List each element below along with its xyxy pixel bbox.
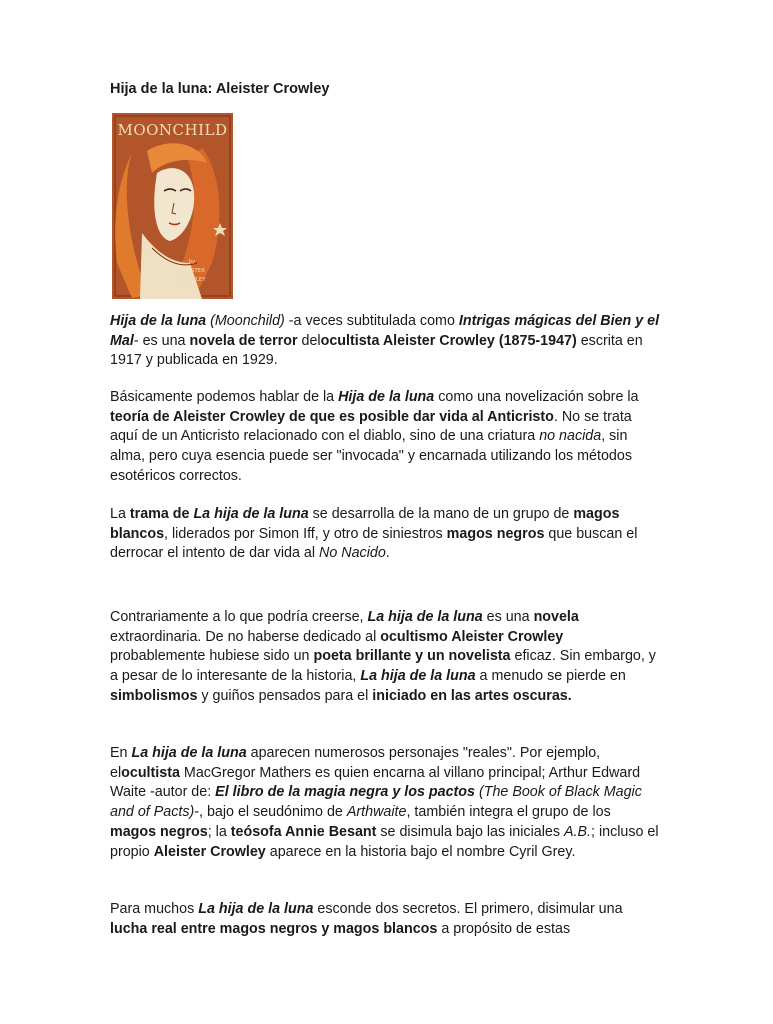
paragraph-anticristo (110, 388, 660, 487)
text-run: simbolismos (110, 687, 198, 704)
text-run: (The Book of Black Magic and of Pacts) (110, 784, 642, 821)
book-cover-image (112, 113, 233, 299)
text-run: se desarrolla de la mano de un grupo de (308, 506, 574, 522)
text-run: Aleister Crowley (153, 843, 266, 860)
text-run: Intrigas mágicas del Bien y el Mal (110, 313, 660, 349)
text-run: ; incluso el propio (110, 823, 659, 860)
text-run: La hija de la luna (193, 506, 309, 522)
text-run: Contrariamente a lo que podría creerse, (110, 609, 368, 625)
text-run: Básicamente podemos hablar de la (110, 389, 339, 405)
text-run: a menudo se pierde en (475, 668, 626, 685)
text-run: aparecen numerosos personajes "reales". Por ejemplo, el (110, 745, 601, 781)
text-run: ocultismo Aleister Crowley (380, 628, 564, 645)
text-run: y guiños pensados para el (197, 687, 373, 704)
text-run: El libro de la magia negra y los pactos (215, 784, 475, 801)
text-run: del (297, 332, 321, 349)
text-run: MacGregor Mathers es quien encarna al villano principal; Arthur Edward Waite -autor de: (110, 764, 641, 801)
document-title: Hija de la luna: Aleister Crowley (110, 81, 330, 97)
text-run: lucha real entre magos negros y magos blancos (110, 920, 438, 937)
text-run: magos blancos (110, 506, 620, 542)
paragraph-intro (110, 312, 660, 371)
text-run: eficaz. Sin embargo, y a pesar de lo interesante de la historia, (110, 648, 656, 685)
text-run: Hija de la luna (338, 389, 435, 405)
paragraph-secretos (110, 900, 660, 939)
text-run: teoría de Aleister Crowley de que es posible dar vida al Anticristo (110, 408, 554, 425)
text-run: esconde dos secretos. El primero, disimular una (313, 901, 623, 917)
text-run: La hija de la luna (360, 668, 476, 685)
text-run: , liderados por Simon Iff, y otro de siniestros (164, 525, 447, 542)
text-run: iniciado en las artes oscuras. (372, 687, 572, 704)
text-run: magos negros (110, 823, 208, 840)
text-run: , sin alma, pero cuya esencia puede ser "invocada" y encarnada utilizando los métodos esotéricos correctos. (110, 428, 632, 484)
cover-author-first: ALEISTER (178, 268, 206, 274)
text-run: novela (533, 609, 579, 625)
text-run: trama de (129, 506, 194, 522)
paragraph-novela (110, 608, 660, 707)
text-run: . No se trata aquí de un Anticristo relacionado con el diablo, sino de una criatura (110, 408, 632, 445)
text-run: (Moonchild) (210, 313, 285, 329)
text-run: Arthwaite (346, 804, 407, 821)
text-run: como una novelización sobre la (434, 389, 639, 405)
text-run: es una (482, 609, 534, 625)
text-run: Para muchos (110, 901, 199, 917)
text-run: La hija de la luna (198, 901, 314, 917)
text-run: que buscan el derrocar el intento de dar vida al (110, 525, 638, 562)
text-run: ocultista (121, 764, 180, 781)
text-run: La hija de la luna (131, 745, 247, 761)
text-run: -, bajo el seudónimo de (194, 804, 347, 821)
text-run: Hija de la luna (110, 313, 207, 329)
text-run: aparece en la historia bajo el nombre Cyril Grey. (265, 843, 576, 860)
paragraph-personajes (110, 744, 660, 862)
text-run: En (110, 745, 132, 761)
text-run: . (385, 545, 390, 562)
text-run: ocultista Aleister Crowley (1875-1947) (320, 332, 577, 349)
text-run: La hija de la luna (367, 609, 483, 625)
text-run: no nacida (539, 428, 602, 445)
text-run: , también integra el grupo de los (406, 804, 611, 821)
text-run: magos negros (446, 525, 545, 542)
text-run: - es una (133, 332, 190, 349)
text-run: probablemente hubiese sido un (110, 648, 314, 665)
cover-author-last: CROWLEY (178, 277, 206, 283)
text-run: No Nacido (319, 545, 386, 562)
text-run: teósofa Annie Besant (230, 823, 377, 840)
text-run: ; la (207, 823, 231, 840)
text-run: La (110, 506, 130, 522)
text-run: novela de terror (189, 332, 298, 349)
paragraph-trama (110, 505, 660, 564)
text-run: A.B. (563, 823, 591, 840)
text-run: a propósito de estas (437, 920, 571, 937)
text-run: extraordinaria. De no haberse dedicado al (110, 628, 381, 645)
text-run: escrita en 1917 y publicada en 1929. (110, 332, 643, 369)
text-run: se disimula bajo las iniciales (376, 823, 564, 840)
text-run: -a veces subtitulada como (284, 313, 459, 329)
cover-title: MOONCHILD (117, 121, 228, 139)
cover-author-by: by (188, 259, 196, 265)
text-run: poeta brillante y un novelista (313, 648, 511, 665)
